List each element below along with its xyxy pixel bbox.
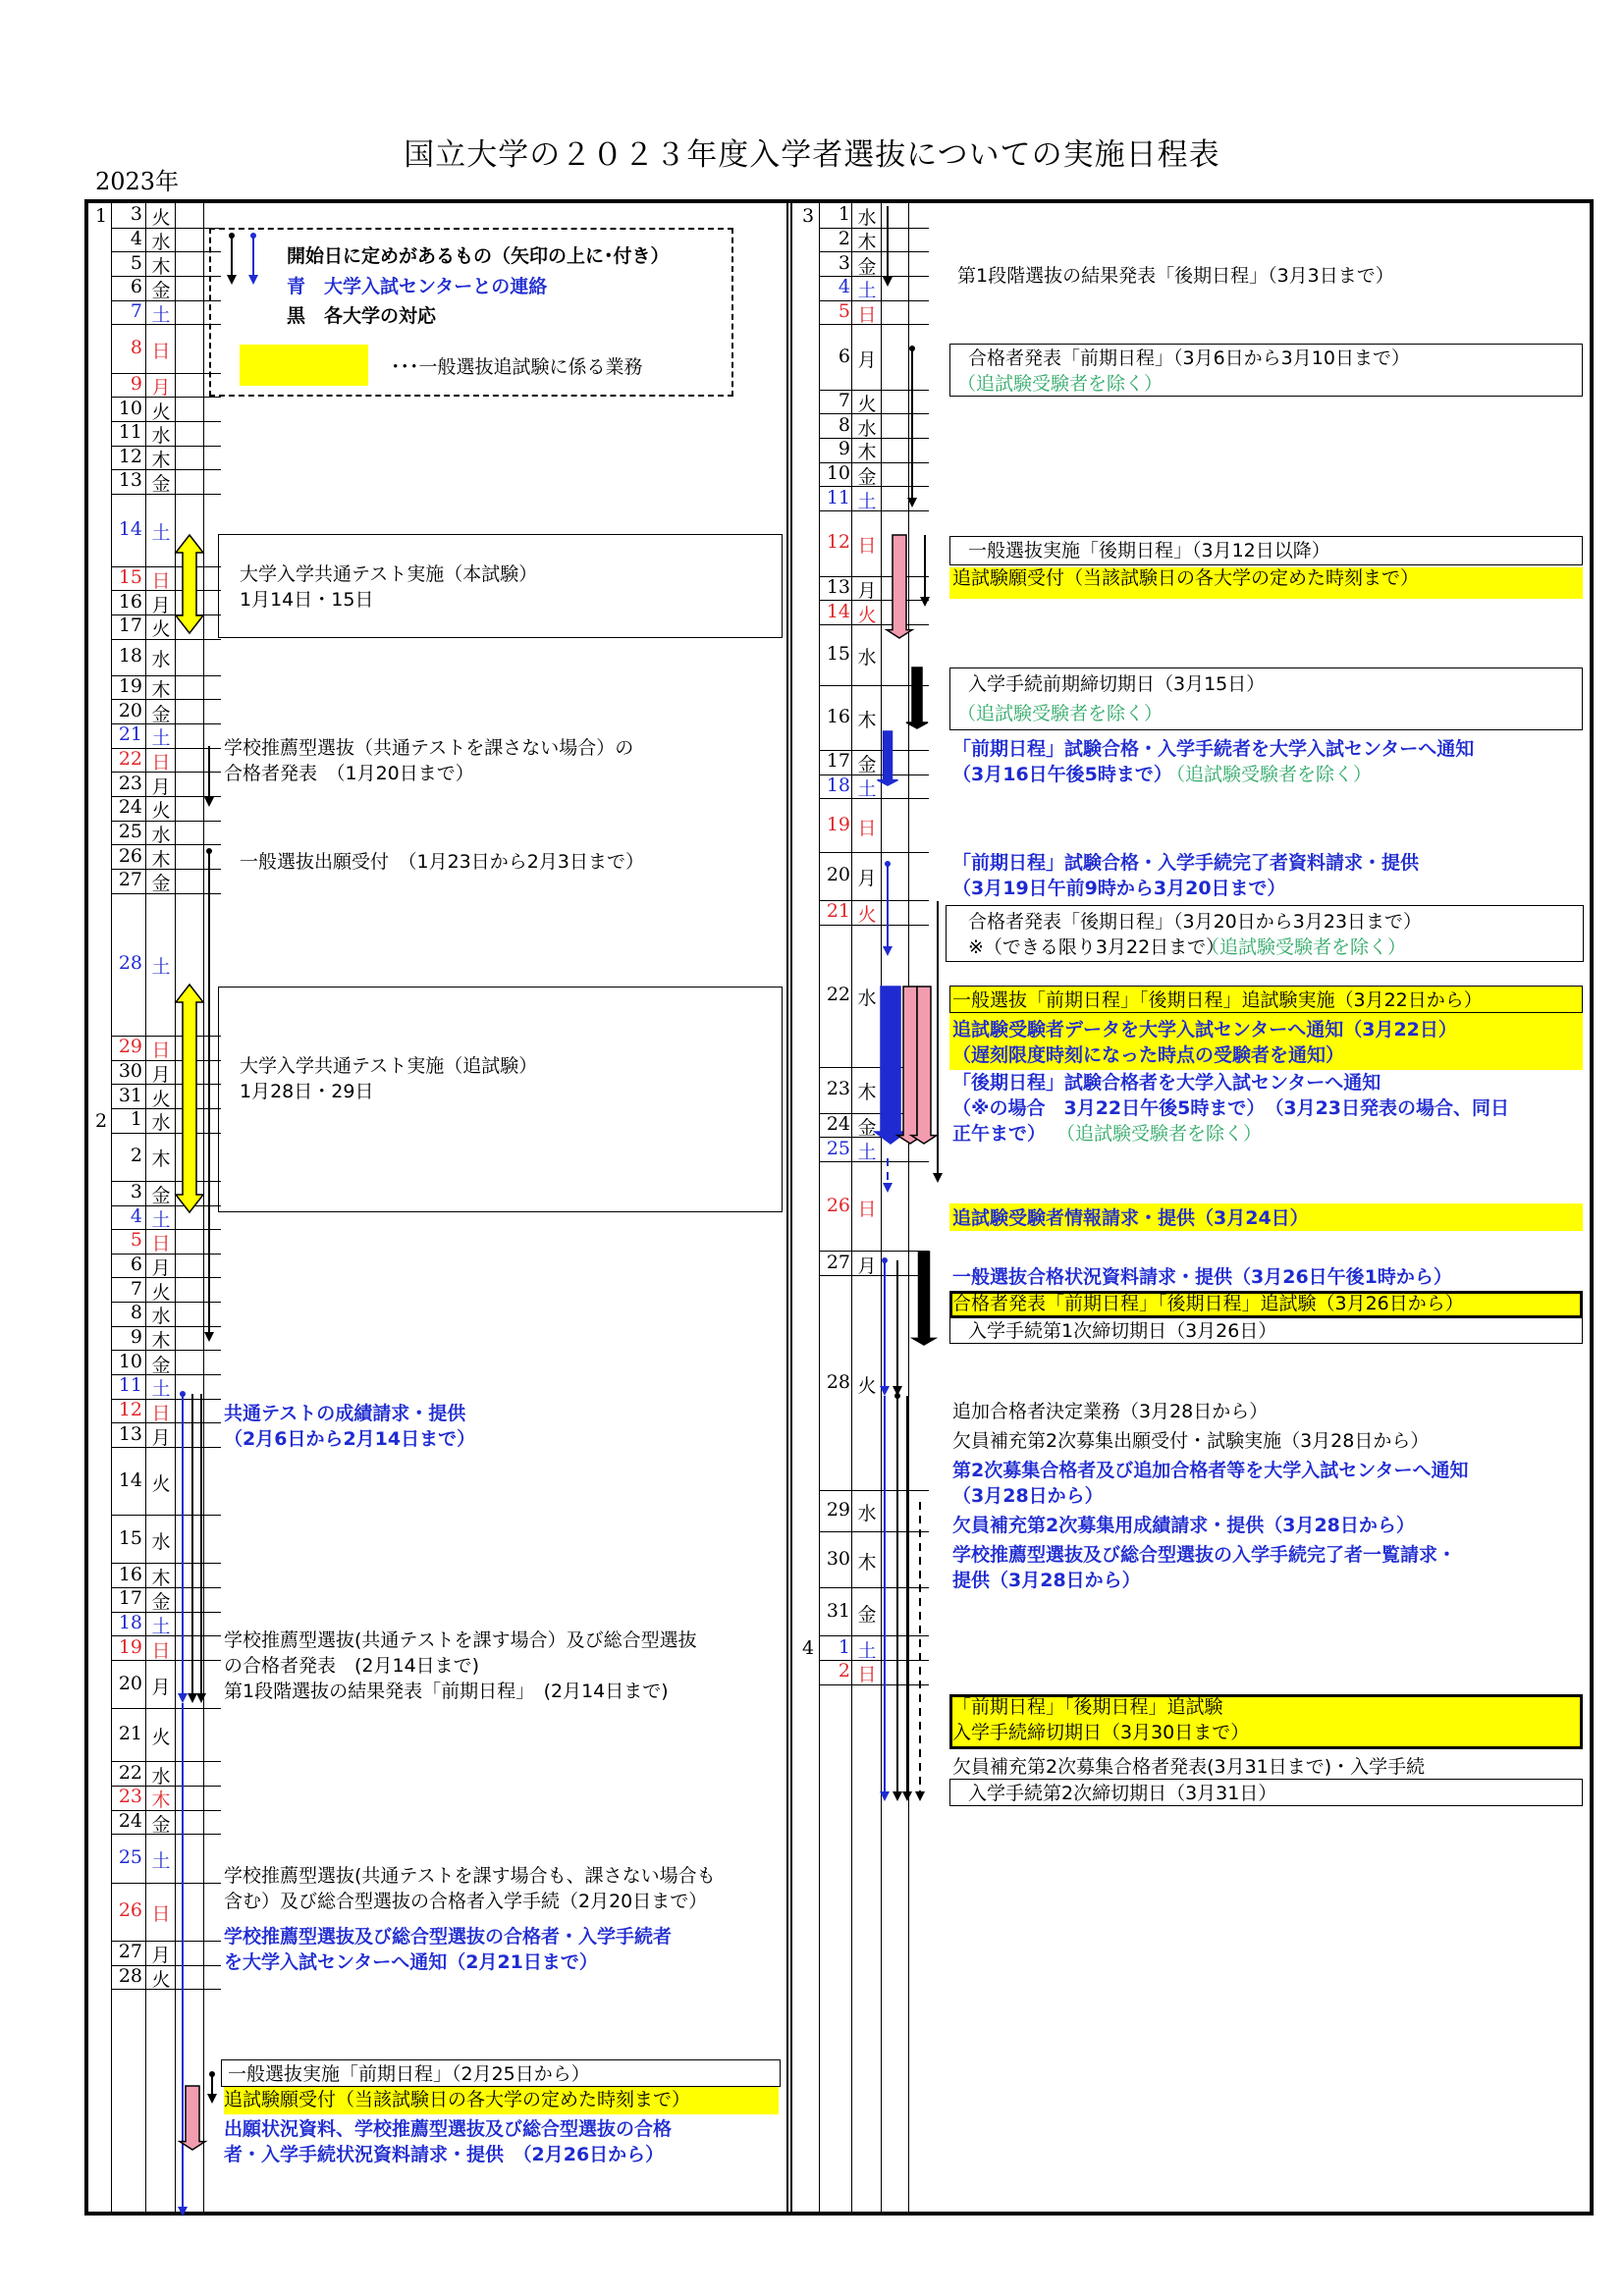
weekday: 金 [151,873,171,895]
event-text: 学校推薦型選抜及び総合型選抜の合格者・入学手続者 [224,1926,673,1948]
day-number: 4 [130,227,142,249]
day-number: 16 [826,705,850,727]
legend-line-2: 青 大学入試センターとの連絡 [287,276,548,297]
day-number: 23 [118,772,142,794]
event-text: 一般選抜合格状況資料請求・提供（3月26日午後1時から） [952,1266,1452,1288]
weekday: 月 [151,1945,171,1967]
day-number: 24 [826,1113,850,1136]
event-text: 提供（3月28日から） [952,1570,1141,1591]
day-number: 22 [118,747,142,770]
event-text: （追試験受験者を除く） [1166,764,1373,785]
weekday: 木 [857,231,877,253]
day-number: 3 [838,251,850,274]
day-number: 18 [826,774,850,797]
event-text: 入学手続第1次締切期日（3月26日） [968,1320,1277,1342]
weekday: 日 [151,1233,171,1255]
weekday: 火 [857,394,877,416]
event-text: 「後期日程」試験合格者を大学入試センターへ通知 [952,1072,1381,1094]
day-number: 12 [118,445,142,467]
weekday: 日 [857,535,877,558]
weekday: 月 [857,1255,877,1277]
arrow-head [204,1332,214,1342]
day-number: 6 [130,276,142,298]
day-number: 1 [838,1635,850,1658]
weekday: 金 [857,1603,877,1626]
event-text: 含む）及び総合型選抜の合格者入学手続（2月20日まで） [224,1891,708,1912]
day-number: 21 [118,723,142,746]
weekday: 木 [151,848,171,871]
weekday: 火 [151,1088,171,1110]
day-number: 4 [838,276,850,298]
arrow-head [920,597,930,607]
event-text: 第1段階選抜の結果発表「前期日程」 (2月14日まで) [224,1681,669,1702]
day-number: 16 [118,1563,142,1585]
day-number: 6 [838,345,850,367]
day-number: 10 [826,462,850,485]
arrow-dot [909,346,915,351]
block-arrow [875,987,906,1144]
weekday: 日 [857,1664,877,1686]
day-number: 14 [118,517,142,540]
arrow-head [933,1173,943,1183]
day-number: 10 [118,1350,142,1372]
arrow-head [196,1693,206,1703]
year-label: 2023年 [95,168,180,195]
event-text: 「前期日程」試験合格・入学手続者を大学入試センターへ通知 [952,738,1475,760]
weekday: 日 [151,1903,171,1926]
weekday: 月 [857,348,877,371]
weekday: 木 [857,442,877,464]
event-text: （※の場合 3月22日午後5時まで） （3月23日発表の場合、同日 [952,1097,1510,1119]
weekday: 金 [151,1354,171,1376]
weekday: 金 [151,1591,171,1614]
weekday: 火 [151,618,171,641]
event-text: 正午まで） [952,1123,1047,1145]
weekday: 土 [151,727,171,750]
day-number: 12 [118,1399,142,1421]
event-text: 大学入学共通テスト実施（本試験） [240,563,538,585]
day-number: 17 [118,614,142,637]
weekday: 火 [151,1281,171,1304]
day-number: 9 [130,372,142,395]
day-number: 5 [838,299,850,322]
day-number: 15 [118,1526,142,1549]
event-text: 1月14日・15日 [240,589,374,611]
day-number: 25 [826,1137,850,1159]
event-text: 「前期日程」「後期日程」追試験 [952,1696,1223,1718]
day-number: 17 [826,750,850,773]
weekday: 土 [151,1378,171,1401]
arrow-head [178,2207,188,2216]
day-number: 19 [118,1635,142,1658]
event-text: 欠員補充第2次募集合格者発表(3月31日まで)・入学手続 [952,1756,1426,1778]
day-number: 5 [130,1229,142,1252]
weekday: 土 [151,956,171,979]
arrow-head [883,1183,893,1193]
weekday: 金 [151,473,171,496]
arrow-head [227,275,237,285]
weekday: 木 [151,1148,171,1171]
block-arrow [878,731,898,785]
arrow-head [893,1791,902,1801]
day-number: 11 [826,486,850,508]
event-text: 追試験受験者情報請求・提供（3月24日） [952,1207,1309,1229]
day-number: 24 [118,1810,142,1833]
arrow-head [178,1693,188,1703]
weekday: 水 [151,231,171,253]
weekday: 金 [857,1117,877,1140]
weekday: 土 [151,303,171,326]
arrow-dot [882,1257,888,1263]
day-number: 27 [826,1251,850,1273]
day-number: 23 [826,1078,850,1100]
day-number: 20 [826,864,850,886]
weekday: 木 [151,1330,171,1353]
weekday: 火 [151,400,171,423]
event-text: 学校推薦型選抜及び総合型選抜の入学手続完了者一覧請求・ [952,1544,1457,1566]
weekday: 火 [857,604,877,626]
event-text: （3月16日午後5時まで） [952,764,1172,785]
day-number: 18 [118,1611,142,1633]
day-number: 8 [130,1302,142,1324]
event-text: 第2次募集合格者及び追加合格者等を大学入試センターへ通知 [952,1460,1469,1481]
month-label: 3 [801,205,815,227]
event-text: 合格者発表 （1月20日まで） [224,763,474,784]
block-arrow [906,667,928,728]
weekday: 火 [857,904,877,927]
block-arrow [913,1252,936,1345]
day-number: 19 [118,675,142,697]
day-number: 14 [118,1468,142,1491]
arrow-head [883,277,893,287]
day-number: 26 [118,1899,142,1922]
event-text: （追試験受験者を除く） [957,703,1164,724]
legend-line-1: 開始日に定めがあるもの（矢印の上に･付き） [287,245,670,267]
day-number: 7 [130,1277,142,1300]
weekday: 火 [151,800,171,823]
day-number: 19 [826,813,850,835]
weekday: 水 [857,417,877,440]
day-number: 29 [826,1499,850,1522]
event-text: 学校推薦型選抜(共通テストを課す場合も、課さない場合も [224,1865,716,1887]
month-label: 1 [94,205,108,227]
day-number: 28 [118,1964,142,1987]
weekday: 水 [151,1306,171,1328]
day-number: 1 [838,203,850,226]
weekday: 日 [857,303,877,326]
day-number: 18 [118,645,142,667]
day-number: 2 [130,1145,142,1167]
event-text: （3月28日から） [952,1485,1104,1507]
event-text: 合格者発表「前期日程」「後期日程」追試験（3月26日から） [952,1293,1464,1314]
day-number: 1 [130,1108,142,1131]
event-text: 一般選抜出願受付 （1月23日から2月3日まで） [240,851,644,873]
day-number: 17 [118,1587,142,1610]
weekday: 月 [151,1676,171,1698]
day-number: 2 [838,1660,850,1682]
event-text: 合格者発表「後期日程」（3月20日から3月23日まで） [968,911,1423,933]
weekday: 土 [857,778,877,801]
day-number: 4 [130,1204,142,1227]
day-number: 23 [118,1786,142,1808]
arrow-dot [180,1391,186,1397]
weekday: 火 [151,207,171,230]
month-label: 4 [801,1637,815,1660]
day-number: 5 [130,251,142,274]
arrow-dot [894,1393,900,1399]
day-number: 21 [826,900,850,923]
arrow-head [880,1791,890,1801]
arrow-dot [250,233,256,239]
event-text: 第1段階選抜の結果発表「後期日程」（3月3日まで） [957,265,1394,287]
event-text: 者・入学手続状況資料請求・提供 （2月26日から） [224,2144,665,2165]
day-number: 11 [118,1374,142,1397]
weekday: 金 [151,1814,171,1837]
weekday: 月 [151,1426,171,1449]
weekday: 火 [151,1727,171,1749]
day-number: 30 [118,1059,142,1082]
day-number: 20 [118,1672,142,1694]
weekday: 月 [857,868,877,890]
day-number: 27 [118,1941,142,1963]
event-text: 学校推薦型選抜(共通テストを課す場合）及び総合型選抜 [224,1629,697,1651]
day-number: 29 [118,1036,142,1058]
weekday: 土 [857,1141,877,1163]
day-number: 22 [118,1761,142,1784]
day-number: 20 [118,699,142,721]
event-text: 合格者発表「前期日程」（3月6日から3月10日まで） [968,347,1410,369]
weekday: 水 [857,646,877,668]
arrow-head [902,1791,912,1801]
page-title: 国立大学の２０２３年度入学者選抜についての実施日程表 [404,137,1220,173]
weekday: 木 [151,679,171,701]
event-text: 入学手続締切期日（3月30日まで） [952,1722,1250,1743]
weekday: 木 [151,449,171,471]
day-number: 14 [826,600,850,622]
day-number: 26 [826,1194,850,1216]
event-text: 欠員補充第2次募集出願受付・試験実施（3月28日から） [952,1430,1430,1452]
weekday: 金 [857,255,877,278]
arrow-dot [206,848,212,854]
event-text: （追試験受験者を除く） [1201,936,1407,958]
arrow-dot [885,861,891,867]
day-number: 16 [118,590,142,613]
month-label: 2 [94,1109,108,1132]
weekday: 土 [151,1208,171,1231]
day-number: 24 [118,796,142,819]
weekday: 金 [857,466,877,489]
legend-line-4: ･･･一般選抜追試験に係る業務 [391,356,643,378]
weekday: 月 [151,1257,171,1280]
legend-line-3: 黒 各大学の対応 [287,305,437,327]
day-number: 22 [826,984,850,1006]
weekday: 水 [151,1765,171,1788]
event-text: 一般選抜実施「前期日程」（2月25日から） [228,2063,590,2085]
event-text: 出願状況資料、学校推薦型選抜及び総合型選抜の合格 [224,2118,673,2140]
event-text: 学校推薦型選抜（共通テストを課さない場合）の [224,737,634,759]
event-text: 追試験願受付（当該試験日の各大学の定めた時刻まで） [224,2089,691,2110]
weekday: 土 [857,490,877,512]
weekday: 月 [151,775,171,798]
day-number: 25 [118,820,142,842]
weekday: 日 [857,1198,877,1220]
event-text: 1月28日・29日 [240,1081,374,1102]
event-text: ※（できる限り3月22日まで） [968,936,1225,958]
weekday: 月 [151,594,171,616]
weekday: 水 [151,1112,171,1135]
weekday: 土 [151,1615,171,1637]
event-text: 追試験願受付（当該試験日の各大学の定めた時刻まで） [952,567,1420,589]
day-number: 6 [130,1254,142,1276]
day-number: 21 [118,1723,142,1745]
event-text: （追試験受験者を除く） [1056,1123,1263,1145]
day-number: 7 [130,299,142,322]
event-text: 大学入学共通テスト実施（追試験） [240,1055,538,1077]
arrow-head [204,797,214,807]
day-number: 31 [826,1599,850,1622]
weekday: 水 [857,207,877,230]
day-number: 2 [838,227,850,249]
weekday: 金 [151,703,171,725]
weekday: 月 [857,579,877,602]
weekday: 日 [151,570,171,593]
arrow-head [907,498,917,507]
weekday: 金 [857,754,877,776]
event-text: （2月6日から2月14日まで） [224,1428,476,1450]
event-text: 共通テストの成績請求・提供 [224,1403,466,1424]
day-number: 30 [826,1547,850,1570]
day-number: 3 [130,203,142,226]
day-number: 12 [826,531,850,554]
weekday: 金 [151,280,171,302]
day-number: 9 [130,1326,142,1349]
event-text: を大学入試センターへ通知（2月21日まで） [224,1951,598,1973]
arrow-head [880,1386,890,1396]
weekday: 月 [151,376,171,399]
weekday: 金 [151,1185,171,1207]
arrow-dot [229,233,235,239]
event-text: 追加合格者決定業務（3月28日から） [952,1401,1269,1422]
weekday: 木 [151,1789,171,1812]
weekday: 日 [151,1040,171,1062]
day-number: 9 [838,438,850,460]
weekday: 火 [151,1472,171,1495]
arrow-dot [209,2071,215,2077]
weekday: 木 [151,1567,171,1589]
day-number: 28 [118,952,142,975]
event-text: 入学手続前期締切期日（3月15日） [968,673,1266,695]
event-text: 欠員補充第2次募集用成績請求・提供（3月28日から） [952,1515,1415,1536]
event-text: 一般選抜「前期日程」「後期日程」追試験実施（3月22日から） [952,989,1483,1011]
day-number: 15 [118,566,142,589]
event-text: の合格者発表 (2月14日まで) [224,1655,480,1677]
weekday: 水 [151,649,171,671]
double-arrow [176,535,203,633]
weekday: 火 [151,1968,171,1991]
day-number: 13 [118,1422,142,1445]
day-number: 26 [118,844,142,867]
arrow-head [883,946,893,956]
weekday: 火 [857,1374,877,1397]
weekday: 水 [857,988,877,1010]
weekday: 水 [151,1530,171,1553]
block-arrow [887,535,912,638]
event-text: （3月19日午前9時から3月20日まで） [952,878,1286,899]
event-text: 「前期日程」試験合格・入学手続完了者資料請求・提供 [952,852,1420,874]
day-number: 8 [838,413,850,436]
weekday: 木 [857,709,877,731]
weekday: 日 [151,340,171,362]
weekday: 月 [151,1063,171,1086]
event-text: （遅刻限度時刻になった時点の受験者を通知） [952,1044,1345,1066]
weekday: 日 [151,1639,171,1662]
day-number: 3 [130,1181,142,1203]
weekday: 土 [857,280,877,302]
day-number: 27 [118,869,142,891]
weekday: 日 [151,751,171,774]
day-number: 13 [826,575,850,598]
day-number: 8 [130,336,142,358]
weekday: 土 [857,1639,877,1662]
day-number: 15 [826,642,850,665]
weekday: 木 [857,1551,877,1574]
day-number: 31 [118,1084,142,1106]
weekday: 木 [151,255,171,278]
day-number: 7 [838,390,850,412]
arrow-head [915,1791,925,1801]
weekday: 木 [857,1082,877,1104]
weekday: 水 [151,425,171,448]
weekday: 土 [151,521,171,544]
weekday: 水 [151,824,171,846]
day-number: 11 [118,421,142,444]
weekday: 日 [151,1403,171,1425]
arrow-head [188,1693,197,1703]
event-text: 追試験受験者データを大学入試センターへ通知（3月22日） [952,1019,1457,1041]
day-number: 28 [826,1370,850,1393]
day-number: 13 [118,469,142,492]
weekday: 日 [857,817,877,839]
weekday: 土 [151,1850,171,1873]
arrow-head [207,2094,217,2104]
arrow-head [248,275,258,285]
day-number: 25 [118,1846,142,1869]
event-text: 一般選抜実施「後期日程」（3月12日以降） [968,540,1330,561]
day-number: 10 [118,397,142,419]
event-text: 入学手続第2次締切期日（3月31日） [968,1783,1277,1804]
double-arrow [176,985,203,1212]
weekday: 水 [857,1503,877,1525]
event-text: （追試験受験者を除く） [957,373,1164,395]
